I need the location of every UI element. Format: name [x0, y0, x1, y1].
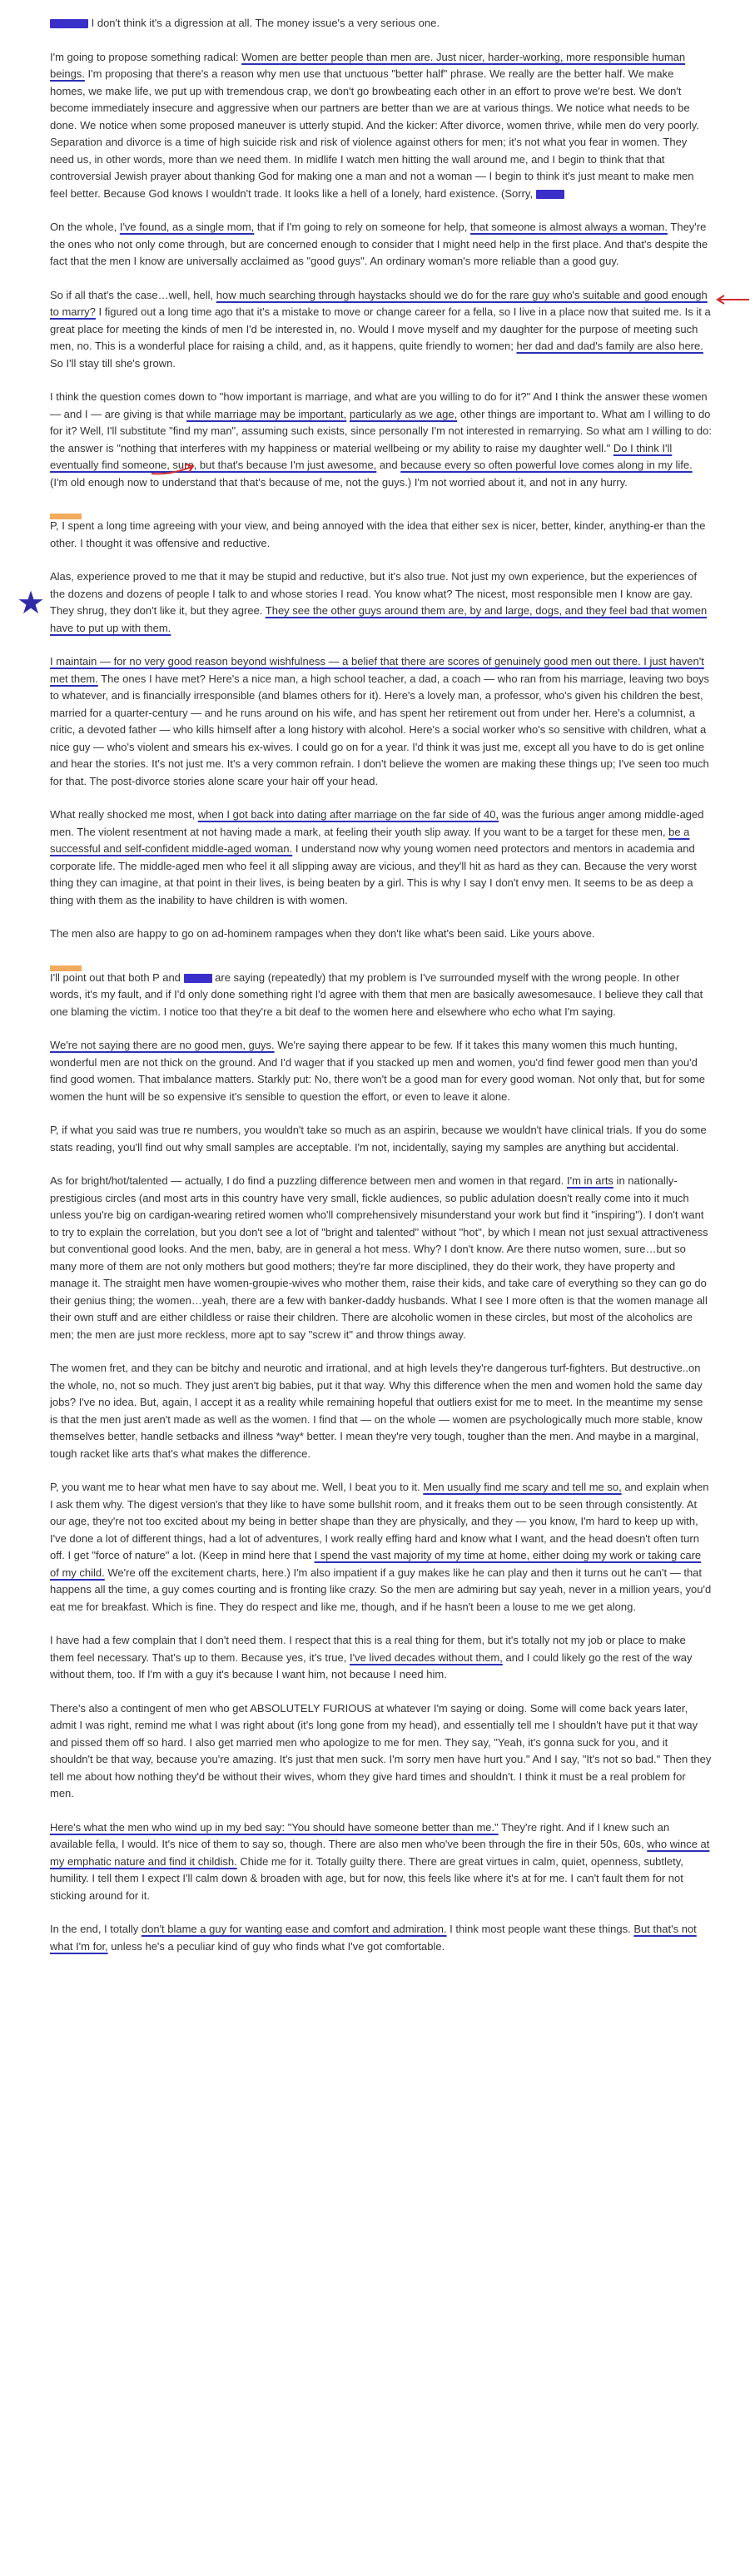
- underlined-text: don't blame a guy for wanting ease and comfort and admiration.: [141, 1923, 447, 1935]
- paragraph-text: P, you want me to hear what men have to say about me. Well, I beat you to it.: [50, 1481, 424, 1493]
- comment-paragraph: [50, 807, 712, 909]
- paragraph-text: I don't think it's a digression at all. The money issue's a very serious one.: [88, 17, 440, 29]
- underlined-text: I've found, as a single mom,: [119, 221, 255, 233]
- underlined-text: because every so often powerful love comes along in my life.: [400, 459, 693, 471]
- comment-paragraph: [50, 15, 712, 32]
- paragraph-text: The women fret, and they can be bitchy and neurotic and irrational, and at high levels they're dangerous turf-fighters. But destructive..on the whole, no, not so much. They just aren't big babies, put it that way. Why this difference when the men and women hold the same day jobs? I've no idea. But, again, I accept it as a reality while remaining hopeful that outliers exist for me to meet. In the meantime my sense is that the men just aren't made as well as the women. I find that — on the whole — women are psychologically much more stable, know themselves better, handle setbacks and illness *way* better. I mean they're very tough, tougher than the men. And maybe in a marginal, tough racket like arts that's what makes the difference.: [50, 1362, 703, 1460]
- comment-paragraph: [50, 926, 712, 943]
- paragraph-text: and explain when I ask them why. The digest version's that they like to have some bullshit room, and it freaks them out to be seen through consistently. At our age, they're not too excited about my being in better shape than they are physically, and they — you know, I'm hard to keep up with, I've done a lot of different things, had a lot of adventures, I work really effing hard and know what I want, and the head doesn't often turn off. I get "force of nature" a lot. (Keep in mind here that: [50, 1481, 709, 1561]
- underlined-text: particularly as we age,: [349, 407, 458, 420]
- underlined-text: Here's what the men who wind up in my bed say: "You should have someone better than me.": [50, 1820, 499, 1834]
- paragraph-text: On the whole,: [50, 221, 120, 233]
- paragraph-text: So if all that's the case…well, hell,: [50, 288, 216, 301]
- star-icon: ★: [17, 584, 46, 621]
- comment-paragraph: [50, 287, 712, 373]
- red-arrow-icon: [714, 294, 751, 305]
- underlined-text: who wince at my emphatic nature and find it childish.: [50, 1838, 710, 1868]
- underlined-text: They see the other guys around them are, by and large, dogs, and they feel bad that women have to put up with them.: [50, 604, 708, 634]
- paragraph-text: As for bright/hot/talented — actually, I do find a puzzling difference between men and women in that regard.: [50, 1174, 567, 1187]
- paragraph-text: P, if what you said was true re numbers, you wouldn't take so much as an aspirin, because we wouldn't have clinical trials. If you do some stats reading, you'll find out why small samples are acceptable. I'm not, incidentally, saying my samples are anything but accidental.: [50, 1124, 707, 1154]
- paragraph-text: They're right. And if I knew such an available fella, I would. It's nice of them to say so, though. There are also men who've been through the fire in their 50s, 60s,: [50, 1820, 670, 1850]
- underlined-text: her dad and dad's family are also here.: [516, 340, 703, 352]
- comment-paragraph: [50, 970, 712, 1021]
- paragraph-text: I think the question comes down to "how important is marriage, and what are you willing to do for it?" And I think the answer these women — and I — are giving is that: [50, 390, 708, 420]
- comment-paragraph: [50, 653, 712, 790]
- paragraph-text: (I'm old enough now to understand that that's because of me, not the guys.) I'm not worried about it, and not in any hurry.: [50, 475, 628, 489]
- paragraph-text: I'm going to propose something radical:: [50, 50, 242, 63]
- paragraph-text: I'm proposing that there's a reason why men use that unctuous "better half" phrase. We really are the better half. We make homes, we make life, we put up with tremendous crap, we don't go browbeating each other in an effort to prove we're best. We don't become immediately insecure and aggressive when our partners are better than we are at various things. We notice what needs to be done. We notice when some proposed maneuver is utterly stupid. And the kicker: After divorce, women thrive, while men do very poorly. Separation and divorce is a time of high suicide risk and risk of violence against others for men; it's not what you fear in women. They need us, in other words, more than we need them. In midlife I watch men hitting the wall around me, and I begin to think that that controversial Jewish prayer about thanking God for making one a man and not a woman — I begin to think it's just meant to make men feel better. Because God knows I wouldn't trade. It looks like a hell of a lonely, hard existence. (Sorry,: [50, 67, 699, 200]
- underlined-text: that someone is almost always a woman.: [470, 221, 668, 233]
- paragraph-text: There's also a contingent of men who get ABSOLUTELY FURIOUS at whatever I'm saying or doing. Some will come back years later, admit I was right, remind me what I was right about (it's long gone from my head), and essentially tell me I shouldn't have put it that way and pissed them off so hard. I also get married men who apologize to me for men. They say, "Yeah, it's gonna suck for you, and it shouldn't be that way, because you're amazing. It's just that men suck. I'm sorry men have hurt you." And I say, "It's not so bad." Then they tell me about how nothing they'd be without their wives, whom they give hard times and shouldn't. I think it must be a real problem for men.: [50, 1701, 712, 1799]
- underlined-text: Do I think I'll eventually find someone, sure, but that's because I'm just awesome,: [50, 441, 673, 471]
- paragraph-text: that if I'm going to rely on someone for help,: [254, 221, 471, 233]
- paragraph-text: other things are important to. What am I willing to do for it? Well, I'll substitute "find my man", assuming such exists, since personally I'm not interested in remarrying. So what am I willing to do: the answer is "nothing that interferes with my happiness or material wellbeing or my ability to raise my daughter well.": [50, 407, 712, 454]
- comment-paragraph: [50, 1921, 712, 1955]
- underlined-text: Women are better people than men are. Just nicer, harder-working, more responsible human beings.: [50, 50, 686, 80]
- paragraph-text: Alas, experience proved to me that it may be stupid and reductive, but it's also true. Not just my own experience, but the experiences of the dozens and dozens of people I talk to and whose stories I read. You know what? The nicest, most responsible men I know are gay. They shrug, they don't like it, but they agree.: [50, 570, 698, 617]
- redacted-username-highlight: [50, 514, 82, 519]
- paragraph-text: We're saying there appear to be few. If it takes this many women this much hunting, wonderful men are not thick on the ground. And I'd wager that if you stacked up men and women, you'd find fewer good men than you'd find good women. That imbalance matters. Starkly put: No, there won't be a good man for every good woman. Not only that, but for some women the hunt will be so expensive it's sensible to question the effort, or even to leave it alone.: [50, 1039, 705, 1103]
- comment-paragraph: [50, 219, 712, 271]
- underlined-text: I spend the vast majority of my time at home, either doing my work or taking care of my child.: [50, 1549, 702, 1579]
- comment-paragraph: [50, 1700, 712, 1803]
- paragraph-text: They're the ones who not only come through, but are concerned enough to consider that I might need help in the first place. And that's despite the fact that the men I know are universally acclaimed as "good guys". An ordinary woman's more reliable than a good guy.: [50, 221, 708, 267]
- paragraph-text: in nationally-prestigious circles (and most arts in this country have very small, fickle audiences, so public adulation doesn't really come into it much unless you're big on cardigan-wearing retired women who'll comprehensively misunderstand your work but find it "inspiring"). I don't want to try to explain the correlation, but you don't see a lot of "bright and talented" without "hot", by which I mean not just sexual attractiveness but conventional good looks. And the men, baby, are in general a hot mess. Why? I don't know. Are there nutso women, sure…but so many more of them are not only mothers but good mothers; they're far more disciplined, they do their work, they have property and manage it. The straight men have women-groupie-wives who mother them, raise their kids, and take care of everything so they can go do their genius thing; the women…yeah, there are a few with banker-daddy husbands. What I see I more often is that the women manage all their own stuff and are either childless or raise their children. There are alcoholic women in these circles, but most of the alcoholics are men; the men are just more reckless, more apt to say "screw it" and throw things away.: [50, 1174, 708, 1341]
- underlined-text: when I got back into dating after marriage on the far side of 40,: [197, 808, 499, 821]
- underlined-text: while marriage may be important,: [186, 407, 347, 420]
- redacted-name: [50, 19, 88, 28]
- comment-paragraph: [50, 518, 712, 552]
- comment-paragraph: [50, 568, 712, 637]
- comment-paragraph: [50, 1632, 712, 1684]
- underlined-text: I maintain — for no very good reason beyond wishfulness — a belief that there are scores of genuinely good men out there. I just haven't met them.: [50, 655, 704, 685]
- commenter-handle: [50, 960, 712, 970]
- paragraph-text: unless he's a peculiar kind of guy who finds what I've got comfortable.: [107, 1939, 445, 1953]
- paragraph-text: I think most people want these things.: [446, 1923, 634, 1935]
- paragraph-text: P, I spent a long time agreeing with your view, and being annoyed with the idea that either sex is nicer, better, kinder, anything-er than the other. I thought it was offensive and reductive.: [50, 519, 706, 549]
- paragraph-text: I understand now why young women need protectors and mentors in academia and corporate life. The middle-aged men who feel it all slipping away are vicious, and they'll hit as hard as they can. Because the very worst thing they can imagine, at that point in their lives, is being beaten by a girl. This is why I say I don't envy men. It seems to be as deep a thing with them as the inability to have children is with women.: [50, 842, 697, 906]
- paragraph-text: I have had a few complain that I don't need them. I respect that this is a real thing for them, but it's totally not my job or place to make them feel necessary. That's up to them. Because yes, it's true,: [50, 1634, 686, 1664]
- comment-paragraph: [50, 1819, 712, 1905]
- commenter-handle: [50, 508, 712, 518]
- underlined-text: But that's not what I'm for,: [50, 1923, 697, 1953]
- comment-paragraph: [50, 1122, 712, 1156]
- paragraph-text: I figured out a long time ago that it's a mistake to move or change career for a fella, so I live in a place now that suited me. Is it a great place for meeting the kinds of men I'd be interested in, no. Would I move myself and my daughter for the purpose of meeting such men, no. This is a wonderful place for raising a child, and, as it happens, quite friendly to women;: [50, 305, 711, 352]
- paragraph-text: The ones I have met? Here's a nice man, a high school teacher, a dad, a coach — who ran from his marriage, leaving two boys to whatever, and is financially irresponsible (and blames others for it). Here's a lovely man, a professor, who's given his children the best, married for a quarter-century — and he runs around on his wife, and has spent her retirement out from under her. Here's a columnist, a critic, a devoted father — who kills himself after a long history with alcohol. Here's a social worker who's so sensitive with children, what a nice guy — who's violent and smears his ex-wives. I could go on for a year. I'd think it was just me, except all you have to do is get online and hear the stories. It's not just me. It's a very common refrain. I don't believe the women are making these things up; I've seen too much for that. The post-divorce stories alone scare your hair off your head.: [50, 672, 710, 787]
- paragraph-text: are saying (repeatedly) that my problem is I've surrounded myself with the wrong people. In other words, it's my fault, and if I'd only done something right I'd agree with them that men are basically awesomesauce. I believe they call that one blaming the victim. I notice too that they're a bit deaf to the women here and elsewhere who echo what I'm saying.: [50, 970, 703, 1018]
- underlined-text: I'm in arts: [567, 1174, 613, 1187]
- comment-thread: [50, 15, 712, 1972]
- underlined-text: how much searching through haystacks should we do for the rare guy who's suitable and good enough to marry?: [50, 288, 708, 318]
- red-curved-arrow-icon: [150, 462, 200, 477]
- underlined-text: I've lived decades without them,: [350, 1650, 503, 1664]
- underlined-text: be a successful and self-confident middle-aged woman.: [50, 825, 690, 855]
- underlined-text: We're not saying there are no good men, guys.: [50, 1039, 275, 1051]
- comment-paragraph: [50, 1360, 712, 1462]
- comment-paragraph: [50, 49, 712, 203]
- paragraph-text: Chide me for it. Totally guilty there. There are great virtues in calm, quiet, openness, subtlety, humility. I tell them I expect I'll calm down & broaden with age, but for now, this feels like where it's at for me. I can't fault them for not sticking around for it.: [50, 1854, 683, 1902]
- paragraph-text: What really shocked me most,: [50, 808, 198, 821]
- redacted-name: [184, 974, 212, 983]
- paragraph-text: So I'll stay till she's grown.: [50, 356, 176, 370]
- paragraph-text: I'll point out that both P and: [50, 970, 184, 984]
- paragraph-text: In the end, I totally: [50, 1923, 142, 1935]
- paragraph-text: was the furious anger among middle-aged men. The violent resentment at not having made a mark, at feeling their youth slip away. If you want to be a target for these men,: [50, 808, 704, 838]
- paragraph-text: The men also are happy to go on ad-hominem rampages when they don't like what's been said. Like yours above.: [50, 927, 595, 940]
- paragraph-text: and: [376, 459, 401, 471]
- comment-paragraph: [50, 1479, 712, 1616]
- redacted-username-highlight: [50, 965, 82, 971]
- paragraph-text: and I could likely go the rest of the way without them, too. If I'm with a guy it's because I want him, not because I need him.: [50, 1650, 693, 1680]
- redacted-name: [536, 190, 564, 199]
- comment-paragraph: [50, 1173, 712, 1343]
- comment-paragraph: [50, 1037, 712, 1105]
- underlined-text: Men usually find me scary and tell me so,: [423, 1481, 622, 1493]
- paragraph-text: We're off the excitement charts, here.) I'm also impatient if a guy makes like he can play and then it turns out he can't — that happens all the time, a guy comes courting and is fronting like crazy. So the men are admiring but say yeah, never in a million years, you'd eat me for breakfast. Which is fine. They do respect and like me, though, and if he hasn't been a louse to me we get along.: [50, 1566, 712, 1613]
